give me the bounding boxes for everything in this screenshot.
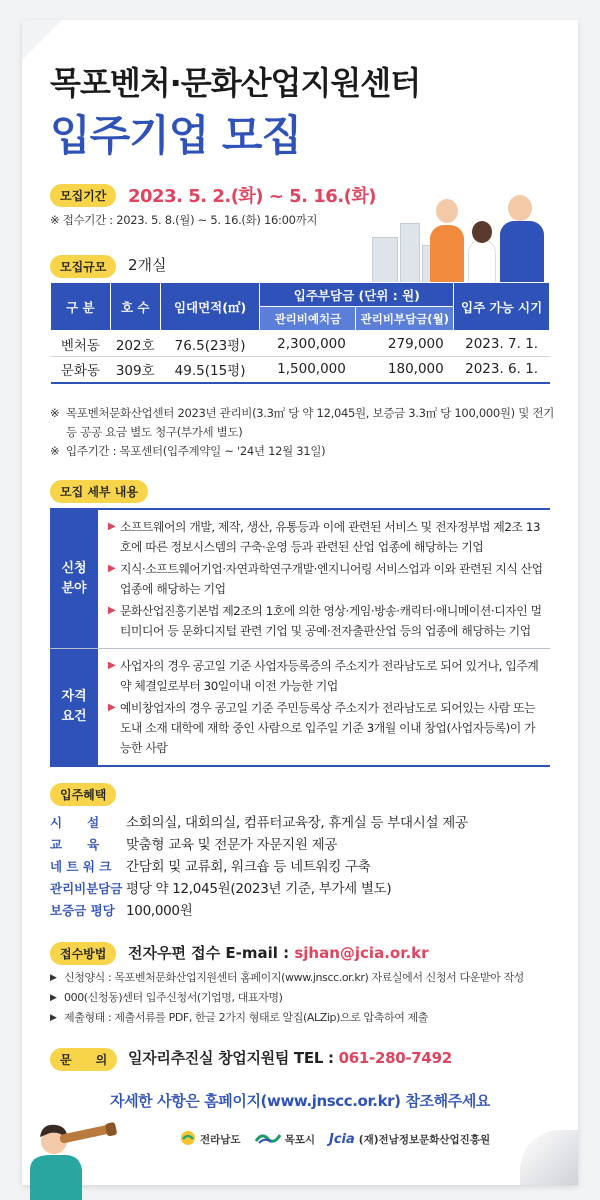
- cell-monthly: 180,000: [356, 357, 454, 383]
- list-item: 관리비분담금 평당 약 12,045원(2023년 기준, 부가세 별도): [50, 881, 392, 897]
- cell-room: 309호: [110, 357, 160, 383]
- scale-label: 모집규모: [50, 255, 116, 278]
- cell-deposit: 1,500,000: [260, 357, 356, 383]
- table-notes: [50, 404, 560, 461]
- triangle-right-icon: ▶: [108, 702, 116, 713]
- detail-box: [50, 508, 550, 767]
- apply-method: 전자우편 접수 E-mail : sjhan@jcia.or.kr: [128, 944, 429, 962]
- jeonnam-logo: 전라남도: [180, 1130, 241, 1149]
- jeonnam-emblem-icon: [180, 1130, 196, 1149]
- email-link[interactable]: sjhan@jcia.or.kr: [294, 944, 429, 962]
- people-illustration: [370, 195, 548, 283]
- triangle-right-icon: ▶: [50, 1013, 57, 1023]
- list-item: 보증금 평당 100,000원: [50, 903, 193, 919]
- triangle-right-icon: ▶: [108, 605, 116, 616]
- mokpo-emblem-icon: [255, 1131, 281, 1148]
- contact-label: 문 의: [50, 1048, 117, 1071]
- table-row: [51, 331, 550, 357]
- list-item: ▶ 제출형태 : 제출서류를 PDF, 한글 2가지 형태로 알집(ALZip)으로 압축하여 제출: [50, 1008, 560, 1028]
- units-table: [50, 282, 550, 384]
- list-item: ▶ 예비창업자의 경우 공고일 기준 주민등록상 주소지가 전라남도로 되어있는 사람 또는 도내 소재 대학에 재학 중인 사람으로 입주일 기준 3개월 이내 창업(사업자등록)이 가능한 사람: [108, 698, 544, 758]
- list-item: 교 육 맞춤형 교육 및 전문가 자문지원 제공: [50, 837, 338, 853]
- benefits-label: 입주혜택: [50, 783, 116, 806]
- period-note: ※ 접수기간 : 2023. 5. 8.(월) ~ 5. 16.(화) 16:00까지: [50, 213, 318, 227]
- th-fee-group: 입주부담금 (단위 : 원): [260, 283, 454, 307]
- th-area: 임대면적(㎡): [160, 283, 260, 331]
- cell-type: 문화동: [51, 357, 111, 383]
- apply-notes: [50, 968, 560, 1028]
- list-item: ▶ 000(신청동)센터 입주신청서(기업명, 대표자명): [50, 988, 560, 1008]
- detail-label: 모집 세부 내용: [50, 480, 148, 503]
- detail-section-field: [50, 510, 550, 648]
- list-item: 네 트 워 크 간담회 및 교류회, 워크숍 등 네트워킹 구축: [50, 859, 371, 875]
- jcia-mark: Jcia: [329, 1132, 355, 1147]
- jcia-logo: Jcia (재)전남정보문화산업진흥원: [329, 1132, 491, 1147]
- list-item: ▶ 소프트웨어의 개발, 제작, 생산, 유통등과 이에 관련된 서비스 및 전자정부법 제2조 13호에 따른 정보시스템의 구축·운영 등과 관련된 산업 업종에 해당하는 기업: [108, 517, 544, 557]
- detail-section-label: 자격 요건: [50, 649, 98, 765]
- cell-available: 2023. 6. 1.: [454, 357, 550, 383]
- contact-info: 일자리추진실 창업지원팀 TEL : 061-280-7492: [128, 1049, 452, 1067]
- cell-room: 202호: [110, 331, 160, 357]
- note-item: ※ 입주기간 : 목포센터(입주계약일 ~ '24년 12월 31일): [50, 444, 326, 458]
- list-item: ▶ 문화산업진흥기본법 제2조의 1호에 의한 영상·게임·방송·캐릭터·애니메이션·디자인 멀티미디어 등 문화디지털 관련 기업 및 공예·전자출판산업 등의 업종에 해당하는 기업: [108, 601, 544, 641]
- footer-logos: [180, 1130, 504, 1149]
- cell-type: 벤처동: [51, 331, 111, 357]
- list-item: ▶ 지식·소프트웨어기업·자연과학연구개발·엔지니어링 서비스업과 이와 관련된 지식 산업 업종에 해당하는 기업: [108, 559, 544, 599]
- phone-number: 061-280-7492: [338, 1049, 452, 1067]
- cell-area: 76.5(23평): [160, 331, 260, 357]
- period-value: 2023. 5. 2.(화) ~ 5. 16.(화): [128, 186, 377, 207]
- detail-section-label: 신청 분야: [50, 510, 98, 648]
- note-item: ※ 목포벤처문화산업센터 2023년 관리비(3.3㎡ 당 약 12,045원, 보증금 3.3㎡ 당 100,000원) 및 전기 등 공공 요금 별도 청구(부가세 별도): [50, 406, 555, 439]
- scale-value: 2개실: [128, 256, 167, 274]
- table-row: [51, 357, 550, 383]
- triangle-right-icon: ▶: [108, 563, 116, 574]
- mokpo-logo: 목포시: [255, 1131, 315, 1148]
- cell-deposit: 2,300,000: [260, 331, 356, 357]
- th-available: 입주 가능 시기: [454, 283, 550, 331]
- cell-monthly: 279,000: [356, 331, 454, 357]
- th-type: 구 분: [51, 283, 111, 331]
- list-item: ▶ 신청양식 : 목포벤처문화산업지원센터 홈페이지(www.jnscc.or.kr) 자료실에서 신청서 다운받아 작성: [50, 968, 560, 988]
- telescope-person-illustration: [20, 1115, 120, 1200]
- triangle-right-icon: ▶: [108, 521, 116, 532]
- cell-area: 49.5(15평): [160, 357, 260, 383]
- apply-label: 접수방법: [50, 942, 116, 965]
- th-room: 호 수: [110, 283, 160, 331]
- list-item: 시 설 소회의실, 대회의실, 컴퓨터교육장, 휴게실 등 부대시설 제공: [50, 815, 468, 831]
- title-line-1: 목포벤처·문화산업지원센터: [50, 64, 421, 102]
- triangle-right-icon: ▶: [50, 993, 57, 1003]
- detail-section-eligibility: [50, 648, 550, 765]
- triangle-right-icon: ▶: [108, 660, 116, 671]
- footer-message: 자세한 사항은 홈페이지(www.jnscc.or.kr) 참조해주세요: [110, 1092, 490, 1110]
- title-line-2: 입주기업 모집: [50, 111, 302, 160]
- period-label: 모집기간: [50, 184, 116, 207]
- cell-available: 2023. 7. 1.: [454, 331, 550, 357]
- benefits-list: [50, 812, 550, 922]
- th-monthly: 관리비부담금(월): [356, 307, 454, 331]
- th-deposit: 관리비예치금: [260, 307, 356, 331]
- triangle-right-icon: ▶: [50, 973, 57, 983]
- list-item: ▶ 사업자의 경우 공고일 기준 사업자등록증의 주소지가 전라남도로 되어 있거나, 입주계약 체결일로부터 30일이내 이전 가능한 기업: [108, 656, 544, 696]
- paper-curl-top-left: [22, 20, 62, 60]
